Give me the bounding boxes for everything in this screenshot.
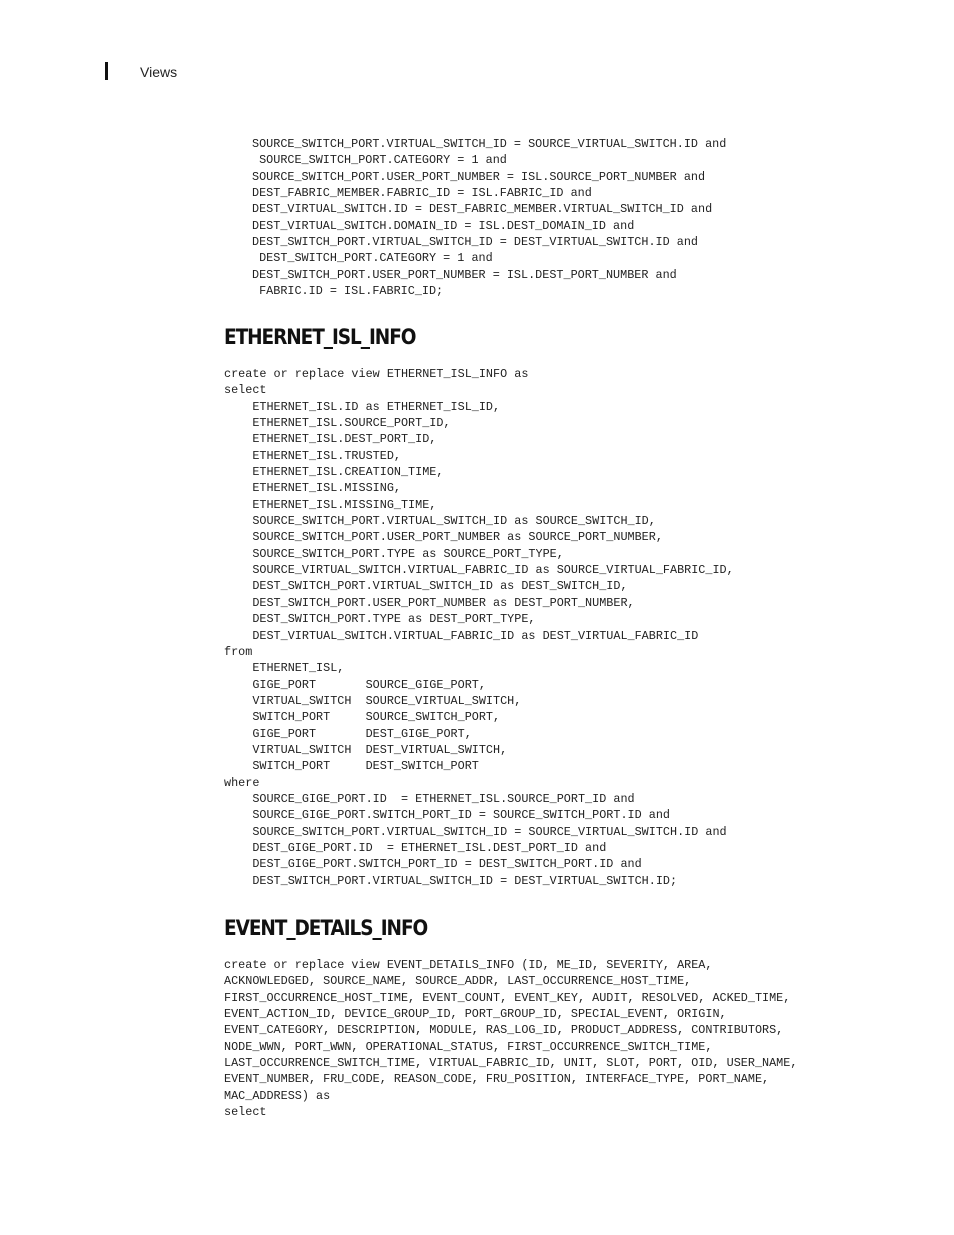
code-block-top: SOURCE_SWITCH_PORT.VIRTUAL_SWITCH_ID = SOURCE_VIRTUAL_SWITCH.ID and SOURCE_SWITCH_PORT.CATEGORY = 1 and SOURCE_SWITCH_PORT.USER_PORT_NUMBER = ISL.SOURCE_PORT_NUMBER and DEST_FABRIC_MEMBER.FABRIC_ID = ISL.FABRIC_ID and DEST_VIRTUAL_SWITCH.ID = DEST_FABRIC_MEMBER.VIRTUAL_SWITCH_ID and DEST_VIRTUAL_SWITCH.DOMAIN_ID = ISL.DEST_DOMAIN_ID and DEST_SWITCH_PORT.VIRTUAL_SWITCH_ID = DEST_VIRTUAL_SWITCH.ID and DEST_SWITCH_PORT.CATEGORY = 1 and DEST_SWITCH_PORT.USER_PORT_NUMBER = ISL.DEST_PORT_NUMBER and FABRIC.ID = ISL.FABRIC_ID; [252,137,727,299]
section-heading-ethernet-isl-info: ETHERNET_ISL_INFO [224,325,416,349]
code-block-event-details-info: create or replace view EVENT_DETAILS_INFO (ID, ME_ID, SEVERITY, AREA, ACKNOWLEDGED, SOURCE_NAME, SOURCE_ADDR, LAST_OCCURRENCE_HOST_TIME, FIRST_OCCURRENCE_HOST_TIME, EVENT_COUNT, EVENT_KEY, AUDIT, RESOLVED, ACKED_TIME, EVENT_ACTION_ID, DEVICE_GROUP_ID, PORT_GROUP_ID, SPECIAL_EVENT, ORIGIN, EVENT_CATEGORY, DESCRIPTION, MODULE, RAS_LOG_ID, PRODUCT_ADDRESS, CONTRIBUTORS, NODE_WWN, PORT_WWN, OPERATIONAL_STATUS, FIRST_OCCURRENCE_SWITCH_TIME, LAST_OCCURRENCE_SWITCH_TIME, VIRTUAL_FABRIC_ID, UNIT, SLOT, PORT, OID, USER_NAME, EVENT_NUMBER, FRU_CODE, REASON_CODE, FRU_POSITION, INTERFACE_TYPE, PORT_NAME, MAC_ADDRESS) as select [224,958,798,1120]
page-header-title: Views [140,64,178,80]
code-block-ethernet-isl-info: create or replace view ETHERNET_ISL_INFO as select ETHERNET_ISL.ID as ETHERNET_ISL_ID, ETHERNET_ISL.SOURCE_PORT_ID, ETHERNET_ISL.DEST_PORT_ID, ETHERNET_ISL.TRUSTED, ETHERNET_ISL.CREATION_TIME, ETHERNET_ISL.MISSING, ETHERNET_ISL.MISSING_TIME, SOURCE_SWITCH_PORT.VIRTUAL_SWITCH_ID as SOURCE_SWITCH_ID, SOURCE_SWITCH_PORT.USER_PORT_NUMBER as SOURCE_PORT_NUMBER, SOURCE_SWITCH_PORT.TYPE as SOURCE_PORT_TYPE, SOURCE_VIRTUAL_SWITCH.VIRTUAL_FABRIC_ID as SOURCE_VIRTUAL_FABRIC_ID, DEST_SWITCH_PORT.VIRTUAL_SWITCH_ID as DEST_SWITCH_ID, DEST_SWITCH_PORT.USER_PORT_NUMBER as DEST_PORT_NUMBER, DEST_SWITCH_PORT.TYPE as DEST_PORT_TYPE, DEST_VIRTUAL_SWITCH.VIRTUAL_FABRIC_ID as DEST_VIRTUAL_FABRIC_ID from ETHERNET_ISL, GIGE_PORT SOURCE_GIGE_PORT, VIRTUAL_SWITCH SOURCE_VIRTUAL_SWITCH, SWITCH_PORT SOURCE_SWITCH_PORT, GIGE_PORT DEST_GIGE_PORT, VIRTUAL_SWITCH DEST_VIRTUAL_SWITCH, SWITCH_PORT DEST_SWITCH_PORT where SOURCE_GIGE_PORT.ID = ETHERNET_ISL.SOURCE_PORT_ID and SOURCE_GIGE_PORT.SWITCH_PORT_ID = SOURCE_SWITCH_PORT.ID and SOURCE_SWITCH_PORT.VIRTUAL_SWITCH_ID = SOURCE_VIRTUAL_SWITCH.ID and DEST_GIGE_PORT.ID = ETHERNET_ISL.DEST_PORT_ID and DEST_GIGE_PORT.SWITCH_PORT_ID = DEST_SWITCH_PORT.ID and DEST_SWITCH_PORT.VIRTUAL_SWITCH_ID = DEST_VIRTUAL_SWITCH.ID; [224,367,734,888]
header-bar [105,62,108,80]
section-heading-event-details-info: EVENT_DETAILS_INFO [224,916,428,940]
